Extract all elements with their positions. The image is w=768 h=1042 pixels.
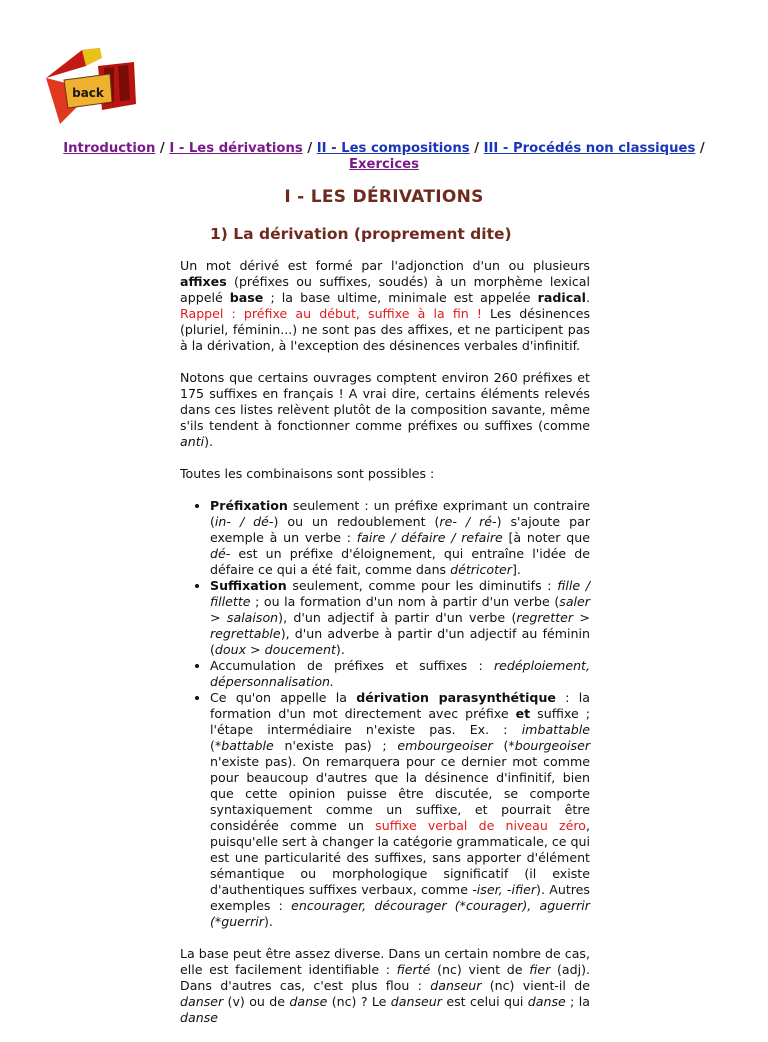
paragraph-combinations: Toutes les combinaisons sont possibles :	[180, 466, 435, 481]
nav-link-exercices[interactable]: Exercices	[349, 157, 419, 172]
nav-link-procedes[interactable]: III - Procédés non classiques	[483, 141, 696, 156]
combination-list	[180, 498, 590, 930]
nav-separator: /	[469, 141, 484, 156]
nav-link-derivations[interactable]: I - Les dérivations	[169, 141, 303, 156]
nav-separator: /	[695, 141, 705, 156]
list-item: • Ce qu'on appelle la dérivation parasynthétique : la formation d'un mot directement avec préfixe et suffixe ; l'étape intermédiaire n'existe pas. Ex. : imbattable (*battable n'existe pas) ; embourgeoiser (*bourgeoiser n'existe pas). On remarquera pour ce dernier mot comme pour beaucoup d'autres que la désinence d'infinitif, bien que cette opinion puisse être discutée, se comporte syntaxiquement comme un suffixe, et pourrait être considérée comme un suffixe verbal de niveau zéro, puisqu'elle sert à changer la catégorie grammaticale, ce qui est une particularité des suffixes, sans apporter d'élément sémantique ou morphologique significatif (il existe d'authentiques suffixes verbaux, comme -iser, -ifier). Autres exemples : encourager, décourager (*courager), aguerrir (*guerrir).	[210, 690, 590, 930]
page-title: I - LES DÉRIVATIONS	[284, 187, 484, 207]
highlight-text: suffixe verbal de niveau zéro	[375, 818, 586, 833]
list-item: • Préfixation seulement : un préfixe exprimant un contraire (in- / dé-) ou un redoublement (re- / ré-) s'ajoute par exemple à un verbe : faire / défaire / refaire [à noter que dé- est un préfixe d'éloignement, qui entraîne l'idée de défaire ce qui a été fait, comme dans détricoter].	[210, 498, 590, 578]
nav-separator: /	[155, 141, 170, 156]
paragraph-counts: Notons que certains ouvrages comptent environ 260 préfixes et 175 suffixes en français ! A vrai dire, certains éléments relevés dans ces listes relèvent plutôt de la composition savante, même s'ils tendent à fonctionner comme préfixes ou suffixes (comme anti).	[180, 370, 590, 449]
paragraph-base: La base peut être assez diverse. Dans un certain nombre de cas, elle est facilement identifiable : fierté (nc) vient de fier (adj). Dans d'autres cas, c'est plus flou : danseur (nc) vient-il de danser (v) ou de danse (nc) ? Le danseur est celui qui danse ; la danse	[180, 946, 590, 1025]
section-heading: 1) La dérivation (proprement dite)	[210, 225, 512, 243]
back-button-logo[interactable]	[42, 44, 138, 128]
article-body	[180, 258, 590, 1042]
list-item: • Suffixation seulement, comme pour les diminutifs : fille / fillette ; ou la formation d'un nom à partir d'un verbe (saler > salaison), d'un adjectif à partir d'un verbe (regretter > regrettable), d'un adverbe à partir d'un adjectif au féminin (doux > doucement).	[210, 578, 590, 658]
list-item: • Accumulation de préfixes et suffixes : redéploiement, dépersonnalisation.	[210, 658, 590, 690]
nav-separator: /	[302, 141, 317, 156]
nav-link-compositions[interactable]: II - Les compositions	[316, 141, 470, 156]
logo-text: back	[72, 86, 104, 100]
reminder-text: Rappel : préfixe au début, suffixe à la fin !	[180, 306, 482, 321]
nav-link-introduction[interactable]: Introduction	[63, 141, 156, 156]
breadcrumb-nav	[60, 141, 708, 173]
paragraph-intro: Un mot dérivé est formé par l'adjonction d'un ou plusieurs affixes (préfixes ou suffixes, soudés) à un morphème lexical appelé base ; la base ultime, minimale est appelée radical. Rappel : préfixe au début, suffixe à la fin ! Les désinences (pluriel, féminin...) ne sont pas des affixes, et ne participent pas à la dérivation, à l'exception des désinences verbales d'infinitif.	[180, 258, 591, 353]
